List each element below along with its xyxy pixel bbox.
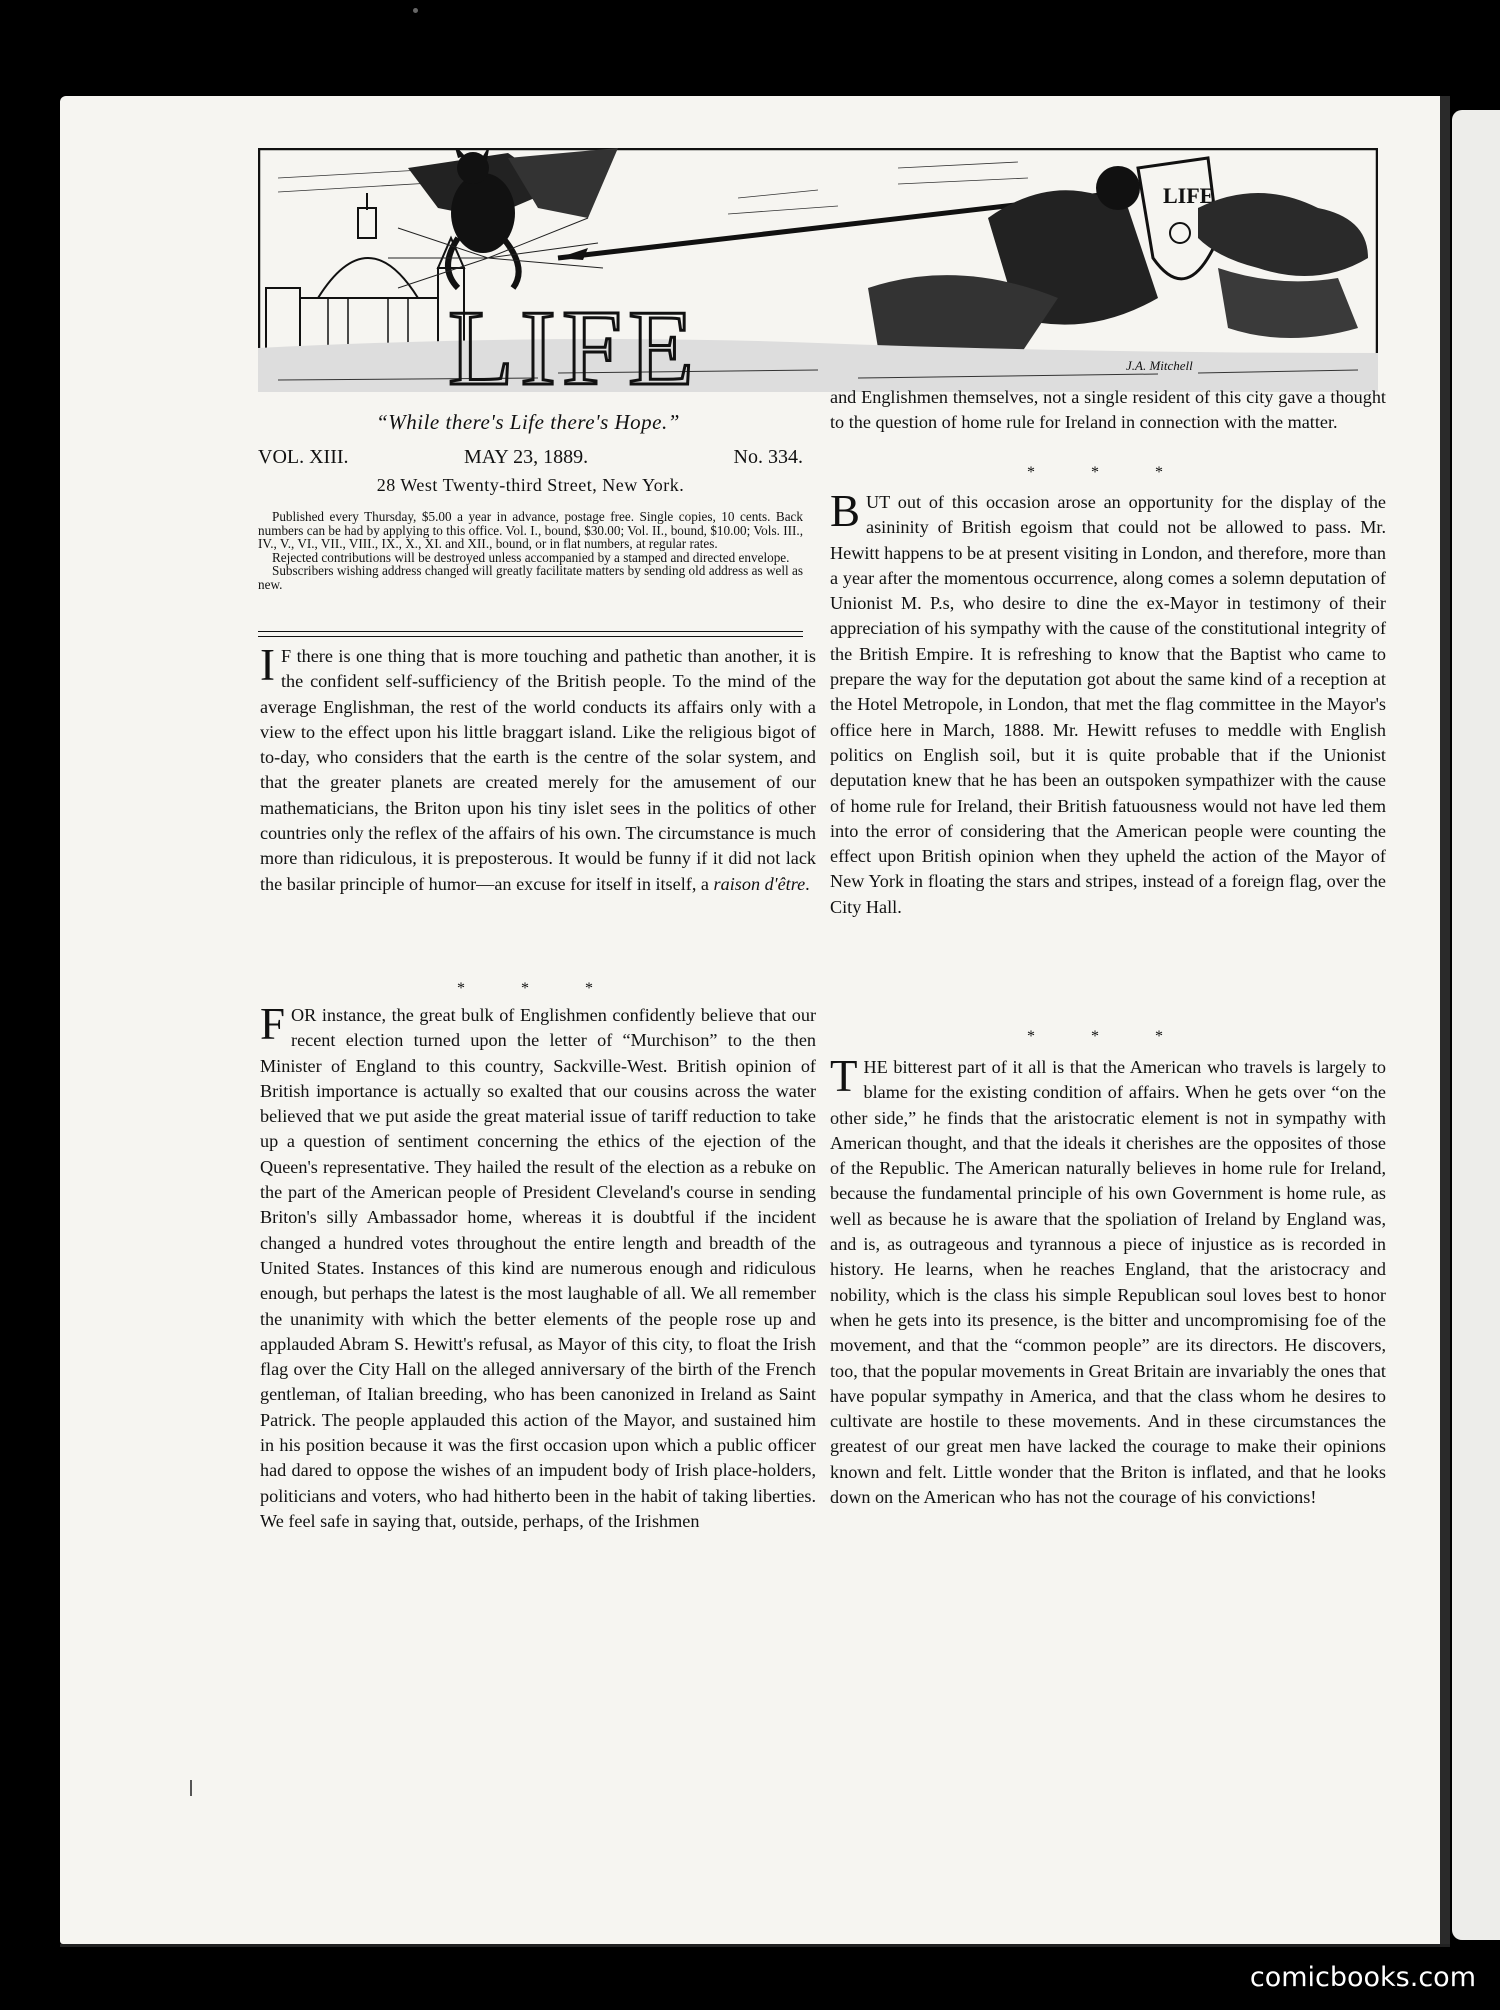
pricing-note: Published every Thursday, $5.00 a year in advance, postage free. Single copies, 10 cents. Back numbers can be had by applying to this office. Vol. I., bound, $30.00; Vol. II., bound, $10.00; Vols. III., IV., V., VI., VII., VIII., IX., X., XI. and XII., bound, or in flat numbers, at regular rates. [258,509,803,552]
paragraph-text: UT out of this occasion arose an opportunity for the display of the asininity of British egoism that could not be allowed to pass. Mr. Hewitt happens to be at present visiting in London, and therefore, more than a year after the momentous occurrence, along comes a solemn deputation of Unionist M. P.s, who desire to dine the ex-Mayor in testimony of their appreciation of his sympathy with the cause of the constitutional integrity of the British Empire. It is refreshing to know that the Baptist who came to prepare the way for the deputation got about the same kind of a reception at the Hotel Metropole, in London, that met the flag committee in the Mayor's office here in March, 1888. Mr. Hewitt refuses to meddle with English politics on English soil, but it is quite probable that if the Unionist deputation knew that he has been an outspoken sympathizer with the cause of home rule for Ireland, their British fatuousness would not have led them into the error of considering that the American people were counting the effect upon British opinion when they upheld the action of the Mayor of New York in floating the stars and stripes, instead of a foreign flag, over the City Hall. [830,492,1386,917]
drop-cap: T [830,1051,858,1101]
editorial-paragraph-2-continued [830,385,1386,436]
paragraph-text: and Englishmen themselves, not a single resident of this city gave a thought to the question of home rule for Ireland in connection with the matter. [830,387,1386,433]
artist-signature: J.A. Mitchell [1126,358,1193,373]
paragraph-text: F there is one thing that is more touching and pathetic than another, it is the confident self-sufficiency of the British people. To the mind of the average Englishman, the rest of the world conducts its affairs only with a view to the effect upon his little braggart island. Like the religious bigot of to-day, who considers that the earth is the centre of the solar system, and that the greater planets are created merely for the amusement of our mathematicians, the Briton upon his tiny islet sees in the politics of other countries only the reflex of the affairs of his own. The circumstance is much more than ridiculous, it is preposterous. It would be funny if it did not lack the basilar principle of humor—an excuse for itself in itself, a [260,646,816,894]
issue-number: No. 334. [733,446,803,468]
editorial-paragraph-2 [260,999,816,1534]
office-address: 28 West Twenty-third Street, New York. [376,475,685,495]
issue-date: MAY 23, 1889. [464,446,589,468]
publication-notes [258,510,803,592]
next-page-edge [1452,110,1500,1940]
section-divider: * * * [1027,1028,1189,1045]
scan-speck [413,8,418,13]
issue-line [258,446,803,472]
double-rule-top [258,631,803,632]
drop-cap: I [260,640,275,690]
drop-cap: B [830,486,861,536]
masthead-illustration [258,148,1378,392]
motto: “While there's Life there's Hope.” [376,410,680,434]
paragraph-text: HE bitterest part of it all is that the American who travels is largely to blame for the existing condition of affairs. When he gets over “on the other side,” he finds that the aristocratic element is not in sympathy with American thought, and that the ideals it cherishes are the opposites of those of the Republic. The American naturally believes in home rule for Ireland, because the fundamental principle of his own Government is home rule, as well as because he is aware that the spoliation of Ireland by England was, and is, as outrageous and tyrannous a piece of injustice as is recorded in history. He learns, when he reaches England, that the aristocracy and nobility, which is the class his simple Republican soul loves best to honor when he gets into its presence, is the bitter and uncompromising foe of the movement, and that the “common people” are its directors. He discovers, too, that the popular movements in Great Britain are invariably the ones that have popular sympathy in America, and that the class whom he desires to cultivate are hostile to these movements. And in these circumstances the greatest of our great men have lacked the courage to make their opinions known and felt. Little wonder that the Briton is inflated, and that he looks down on the American who has not the courage of his convictions! [830,1057,1386,1508]
editorial-paragraph-3 [830,486,1386,920]
svg-text:LIFE: LIFE [1163,183,1215,208]
editorial-paragraph-1 [260,640,816,897]
editorial-paragraph-4 [830,1051,1386,1510]
site-watermark: comicbooks.com [1249,1962,1476,1993]
paragraph-end: . [805,873,810,894]
page-bottom-edge [60,1944,1450,1947]
margin-mark [190,1780,192,1796]
section-divider: * * * [457,980,619,997]
paragraph-text: OR instance, the great bulk of Englishmen confidently believe that our recent election turned upon the letter of “Murchison” to the then Minister of England to this country, Sackville-West. British opinion of British importance is actually so exalted that our cousins across the water believed that we put aside the great material issue of tariff reduction to take up a question of sentiment concerning the ethics of the ejection of the Queen's representative. They hailed the result of the election as a rebuke on the part of the American people of President Cleveland's course in sending Briton's silly Ambassador home, whereas it is doubtful if the incident changed a hundred votes throughout the entire length and breadth of the United States. Instances of this kind are numerous enough and ridiculous enough, but perhaps the latest is the most laughable of all. We all remember the unanimity with which the better elements of the people rose up and applauded Abram S. Hewitt's refusal, as Mayor of this city, to float the Irish flag over the City Hall on the alleged anniversary of the birth of the French gentleman, of Italian breeding, who has been canonized in Ireland as Saint Patrick. The people applauded this action of the Mayor, and sustained him in his position because it was the first occasion upon which a public officer had dared to oppose the wishes of an impudent body of Irish place-holders, politicians and voters, who had hitherto been in the habit of taking liberties. We feel safe in saying that, outside, perhaps, of the Irishmen [260,1005,816,1531]
page-edge-shadow [1440,96,1450,1944]
italic-phrase: raison d'être [713,873,806,894]
drop-cap: F [260,999,286,1049]
section-divider: * * * [1027,464,1189,481]
life-title: LIFE [448,289,700,392]
contributions-note: Rejected contributions will be destroyed unless accompanied by a stamped and directed envelope. [272,549,790,565]
subscribers-note: Subscribers wishing address changed will greatly facilitate matters by sending old address as well as new. [258,563,803,592]
volume: VOL. XIII. [258,446,349,468]
double-rule-bottom [258,636,803,637]
